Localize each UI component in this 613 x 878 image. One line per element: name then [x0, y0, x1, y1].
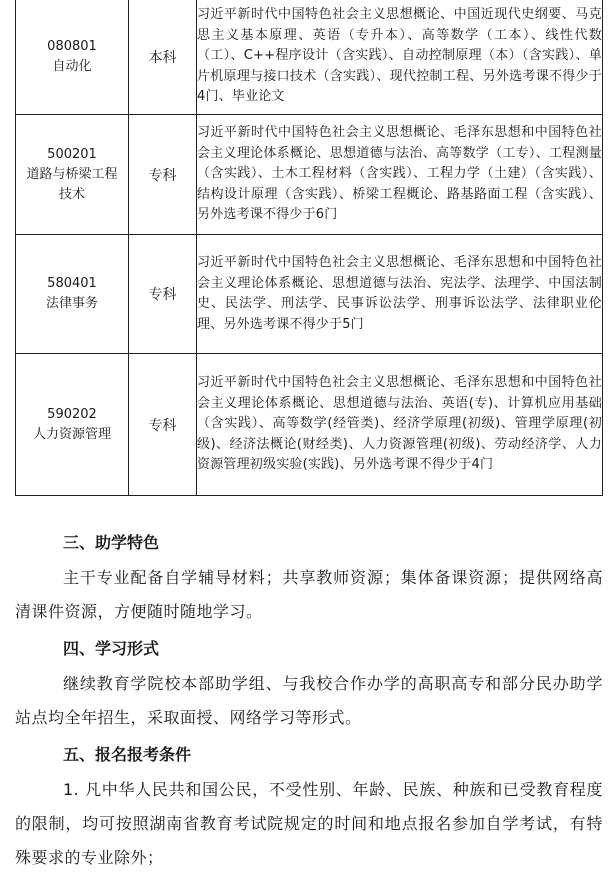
major-name: 法律事务: [45, 296, 98, 311]
degree-level: 专科: [129, 115, 197, 235]
major-name: 自动化: [52, 58, 92, 74]
section-paragraph-registration: 1. 凡中华人民共和国公民，不受性别、年龄、民族、种族和已受教育程度的限制，均可按照湖南省教育考试院规定的时间和地点报名参加自学考试，有特殊要求的专业除外；: [15, 780, 603, 867]
curriculum-table: [15, 0, 603, 496]
table-row: [16, 235, 603, 354]
major-name: 人力资源管理: [32, 426, 111, 442]
degree-level: 本科: [129, 0, 197, 115]
major-name: 道路与桥梁工程技术: [26, 166, 118, 202]
table-row: [16, 115, 603, 235]
section-heading-registration: 五、报名报考条件: [63, 745, 192, 764]
degree-level: 专科: [129, 235, 197, 354]
course-list: 习近平新时代中国特色社会主义思想概论、毛泽东思想和中国特色社会主义理论体系概论、思想道德与法治、宪法学、法理学、中国法制史、民法学、刑法学、民事诉讼法学、刑事诉讼法学、法律职业伦理、另外选考课不得少于5门: [197, 235, 603, 354]
section-heading-study-format: 四、学习形式: [63, 639, 160, 658]
table-row: [16, 354, 603, 496]
table-row: [16, 0, 603, 115]
major-code: 590202: [47, 406, 97, 422]
section-paragraph-assistance: 主干专业配备自学辅导材料；共享教师资源；集体备课资源；提供网络高清课件资源，方便随时随地学习。: [15, 568, 603, 621]
section-paragraph-study-format: 继续教育学院校本部助学组、与我校合作办学的高职高专和部分民办助学站点均全年招生，采取面授、网络学习等形式。: [15, 674, 603, 727]
section-heading-assistance: 三、助学特色: [63, 533, 160, 552]
major-code: 080801: [47, 38, 97, 54]
course-list: 习近平新时代中国特色社会主义思想概论、毛泽东思想和中国特色社会主义理论体系概论、思想道德与法治、英语(专)、计算机应用基础（含实践）、高等数学(经管类)、经济学原理(初级)、管理学原理(初级)、经济法概论(财经类)、人力资源管理(初级)、劳动经济学、人力资源管理初级实验(实践)、另外选考课不得少于4门: [197, 354, 603, 496]
course-list: 习近平新时代中国特色社会主义思想概论、中国近现代史纲要、马克思主义基本原理、英语（专升本）、高等数学（工本）、线性代数（工）、C++程序设计（含实践）、自动控制原理（本）（含实践）、单片机原理与接口技术（含实践）、现代控制工程、另外选考课不得少于4门、毕业论文: [197, 0, 603, 115]
major-code: 500201: [47, 146, 97, 162]
major-code-cell: [16, 235, 129, 354]
major-code-cell: [16, 0, 129, 115]
major-code-cell: [16, 354, 129, 496]
course-list: 习近平新时代中国特色社会主义思想概论、毛泽东思想和中国特色社会主义理论体系概论、思想道德与法治、高等数学（工专）、工程测量（含实践）、土木工程材料（含实践）、工程力学（土建）（含实践）、结构设计原理（含实践）、桥梁工程概论、路基路面工程（含实践）、另外选考课不得少于6门: [197, 115, 603, 235]
major-code: 580401: [47, 276, 97, 291]
major-code-cell: [16, 115, 129, 235]
degree-level: 专科: [129, 354, 197, 496]
